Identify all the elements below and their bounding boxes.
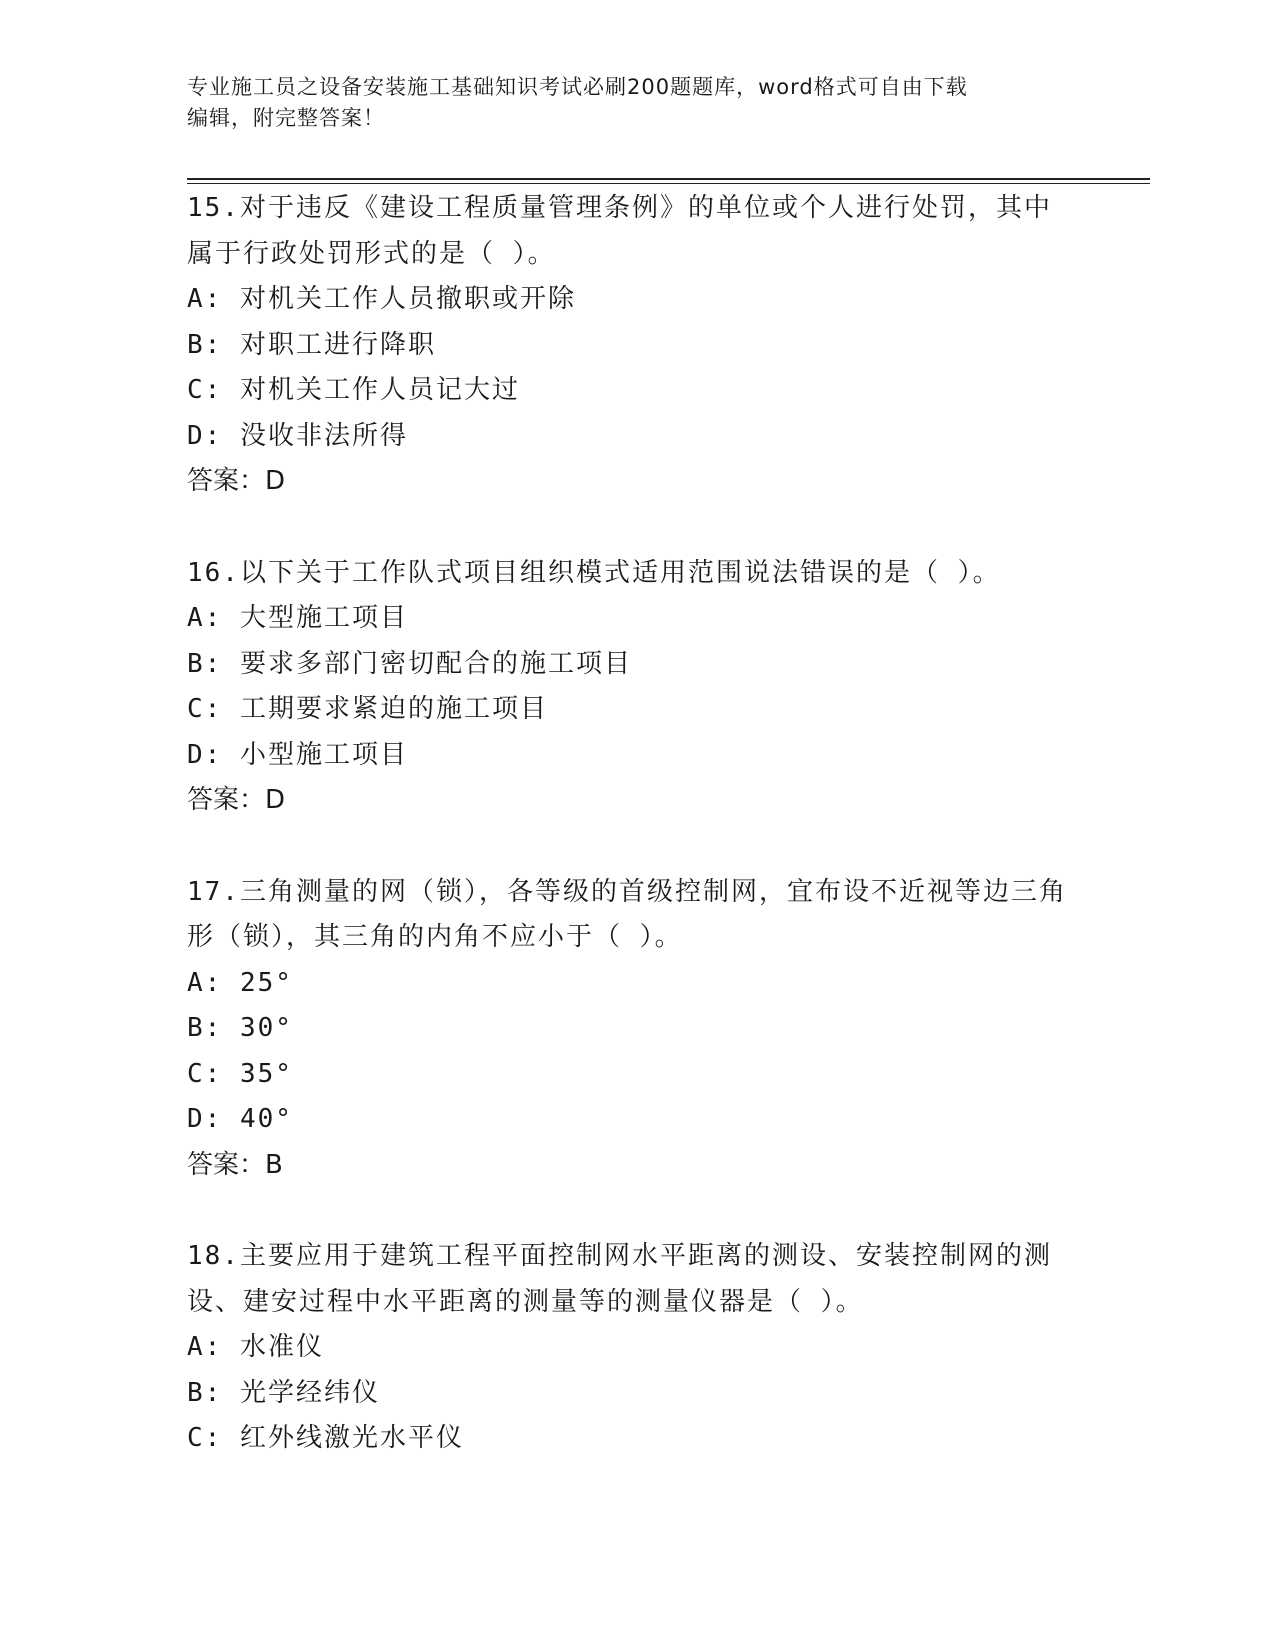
document-header xyxy=(187,72,1087,134)
header-line-2: 编辑，附完整答案！ xyxy=(187,106,385,130)
question-text: 17.三角测量的网（锁），各等级的首级控制网，宜布设不近视等边三角形（锁），其三角的内角不应小于（ ）。 xyxy=(187,876,1067,952)
answer: 答案：D xyxy=(187,785,286,815)
option-b: B: 30° xyxy=(187,1013,293,1043)
option-d: D: 小型施工项目 xyxy=(187,739,408,770)
option-c: C: 35° xyxy=(187,1058,293,1089)
option-c: C: 工期要求紧迫的施工项目 xyxy=(187,694,548,724)
header-line-1: 专业施工员之设备安装施工基础知识考试必刷200题题库，word格式可自由下载 xyxy=(187,75,968,99)
header-divider-bottom xyxy=(187,183,1150,184)
option-a: A: 水准仪 xyxy=(187,1332,324,1362)
question-text: 16.以下关于工作队式项目组织模式适用范围说法错误的是（ ）。 xyxy=(187,557,1001,588)
option-a: A: 大型施工项目 xyxy=(187,603,408,633)
option-a: A: 对机关工作人员撤职或开除 xyxy=(187,284,576,314)
question-text: 15.对于违反《建设工程质量管理条例》的单位或个人进行处罚，其中属于行政处罚形式的是（ ）。 xyxy=(187,193,1052,269)
option-d: D: 没收非法所得 xyxy=(187,420,408,451)
answer: 答案：B xyxy=(187,1149,283,1180)
question-list xyxy=(187,186,1087,1508)
option-b: B: 要求多部门密切配合的施工项目 xyxy=(187,648,632,679)
header-divider-top xyxy=(187,178,1150,180)
option-d: D: 40° xyxy=(187,1104,293,1134)
option-c: C: 对机关工作人员记大过 xyxy=(187,375,520,405)
question-15 xyxy=(187,186,1087,505)
question-text: 18.主要应用于建筑工程平面控制网水平距离的测设、安装控制网的测设、建安过程中水平距离的测量等的测量仪器是（ ）。 xyxy=(187,1241,1052,1317)
answer: 答案：D xyxy=(187,466,286,496)
option-b: B: 光学经纬仪 xyxy=(187,1377,380,1408)
option-c: C: 红外线激光水平仪 xyxy=(187,1423,464,1453)
option-b: B: 对职工进行降职 xyxy=(187,329,436,360)
option-a: A: 25° xyxy=(187,967,293,998)
question-18 xyxy=(187,1234,1087,1462)
question-17 xyxy=(187,870,1087,1189)
question-16 xyxy=(187,551,1087,824)
